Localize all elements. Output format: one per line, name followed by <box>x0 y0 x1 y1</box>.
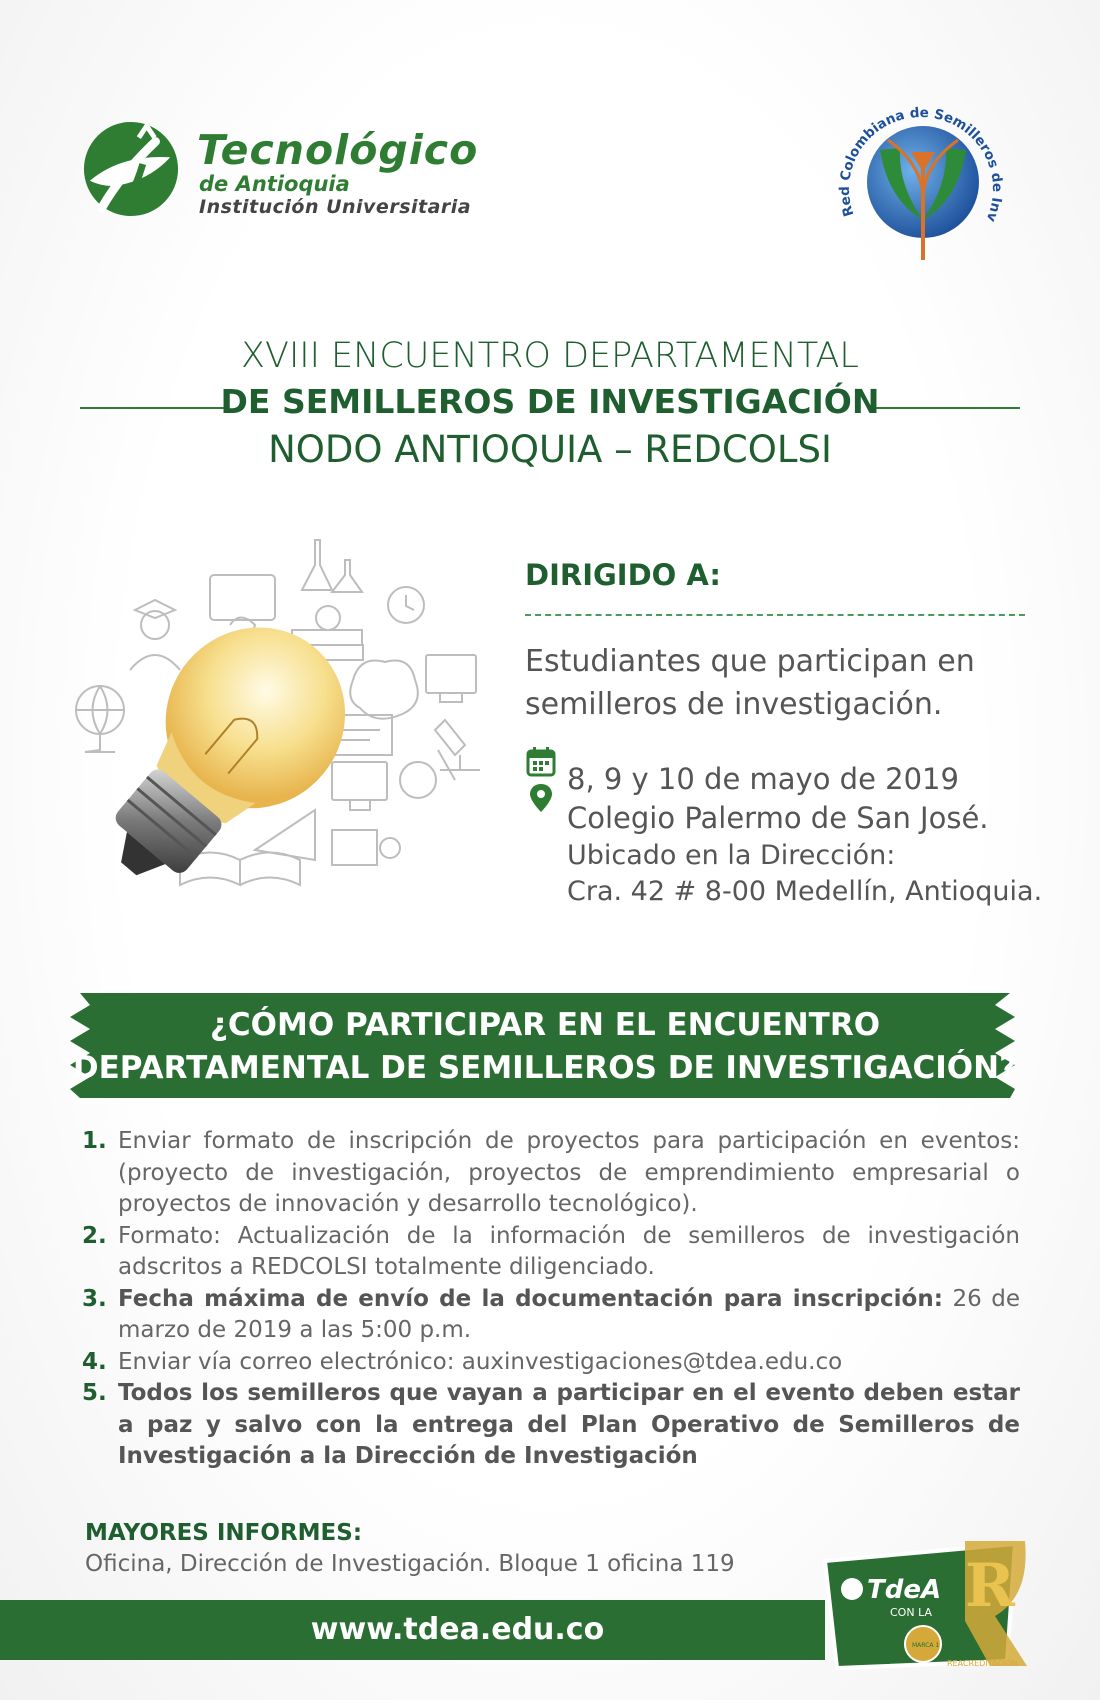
step-item <box>82 1284 1020 1347</box>
palette-icon <box>400 762 436 798</box>
badge-con-la: CON LA <box>890 1606 932 1619</box>
step-number: 5. <box>82 1380 107 1406</box>
lightbulb-icon <box>70 591 382 920</box>
student-desk-icon <box>332 830 377 865</box>
step-text: Formato: Actualización de la información de semilleros de investigación adscritos a REDCOLSI totalmente diligenciado. <box>118 1222 1020 1280</box>
step-text <box>118 1284 1020 1347</box>
tda-logo-sub2: Institución Universitaria <box>199 196 472 218</box>
accreditation-badge <box>815 1536 1035 1676</box>
location-pin-icon <box>530 784 552 812</box>
tda-emblem-icon <box>82 120 180 218</box>
step-plain-text: 26 de marzo de 2019 a las 5:00 p.m. <box>118 1285 1020 1343</box>
badge-reacred: REACREDITACIÓN <box>947 1659 1018 1668</box>
banner-line-1: ¿CÓMO PARTICIPAR EN EL ENCUENTRO <box>209 1007 881 1043</box>
brain-icon <box>350 660 418 718</box>
step-item <box>82 1126 1020 1221</box>
step-item <box>82 1221 1020 1284</box>
event-date: 8, 9 y 10 de mayo de 2019 <box>567 762 959 796</box>
monitor-icon <box>426 655 476 693</box>
step-bold-text: Todos los semilleros que vayan a participar en el evento deben estar a paz y salvo con la entrega del Plan Operativo de Semilleros de Investigación a la Dirección de Investigación <box>118 1380 1020 1469</box>
badge-seal: MARCA 1 <box>912 1642 940 1649</box>
title-line-3: NODO ANTIOQUIA – REDCOLSI <box>268 428 832 471</box>
badge-brand: TdeA <box>867 1575 942 1605</box>
title-line-2: DE SEMILLEROS DE INVESTIGACIÓN <box>220 382 880 421</box>
participation-steps <box>82 1126 1020 1473</box>
audience-divider <box>525 614 1025 616</box>
badge-r: R <box>965 1551 1015 1621</box>
flask-icon <box>302 540 332 590</box>
step-number: 4. <box>82 1348 107 1375</box>
audience-heading: DIRIGIDO A: <box>525 558 721 592</box>
event-title <box>0 333 1100 475</box>
event-address-label: Ubicado en la Dirección: <box>567 840 896 871</box>
event-address: Cra. 42 # 8-00 Medellín, Antioquia. <box>567 876 1043 907</box>
redcolsi-logo <box>828 80 1018 270</box>
banner-text <box>70 1004 1020 1090</box>
tdea-emblem-icon <box>841 1578 863 1600</box>
step-number: 1. <box>82 1128 107 1154</box>
apple-icon <box>316 606 340 630</box>
step-text: Enviar formato de inscripción de proyectos para participación en eventos: (proyecto de investigación, proyectos de emprendimiento empresarial o proyectos de innovación y desarrollo tecnológico). <box>118 1128 1020 1217</box>
step-text[interactable]: Enviar vía correo electrónico: auxinvestigaciones@tdea.edu.co <box>118 1348 843 1375</box>
more-info-heading: MAYORES INFORMES: <box>85 1520 363 1546</box>
tablet-icon <box>210 575 275 620</box>
microscope-icon <box>435 720 465 755</box>
step-item <box>82 1378 1020 1473</box>
how-to-participate-banner <box>70 993 1020 1098</box>
flask-icon <box>332 560 362 592</box>
audience-text: Estudiantes que participan en semilleros de investigación. <box>525 644 975 722</box>
open-book-icon <box>180 853 300 886</box>
tda-logo-sub1: de Antioquia <box>199 172 350 196</box>
step-number: 2. <box>82 1222 107 1249</box>
lightbulb-illustration <box>70 530 510 920</box>
tda-logo-name: Tecnológico <box>197 126 479 174</box>
graduate-icon <box>141 611 169 639</box>
redcolsi-logo-text: Red Colombiana de Semilleros de Inv <box>836 104 1006 224</box>
event-details <box>567 760 1067 910</box>
step-item <box>82 1347 1020 1379</box>
tda-logo <box>82 120 542 225</box>
event-info-icons <box>525 746 557 816</box>
title-line-1: XVIII ENCUENTRO DEPARTAMENTAL <box>241 336 859 376</box>
banner-line-2: DEPARTAMENTAL DE SEMILLEROS DE INVESTIGACIÓN? <box>72 1050 1018 1086</box>
event-venue: Colegio Palermo de San José. <box>567 801 989 835</box>
step-number: 3. <box>82 1285 107 1312</box>
website-link[interactable]: www.tdea.edu.co <box>310 1612 605 1647</box>
step-bold-text: Fecha máxima de envío de la documentación para inscripción: <box>118 1285 943 1312</box>
computer-icon <box>332 762 387 800</box>
calendar-icon <box>528 747 554 775</box>
more-info-text: Oficina, Dirección de Investigación. Bloque 1 oficina 119 <box>85 1551 735 1577</box>
